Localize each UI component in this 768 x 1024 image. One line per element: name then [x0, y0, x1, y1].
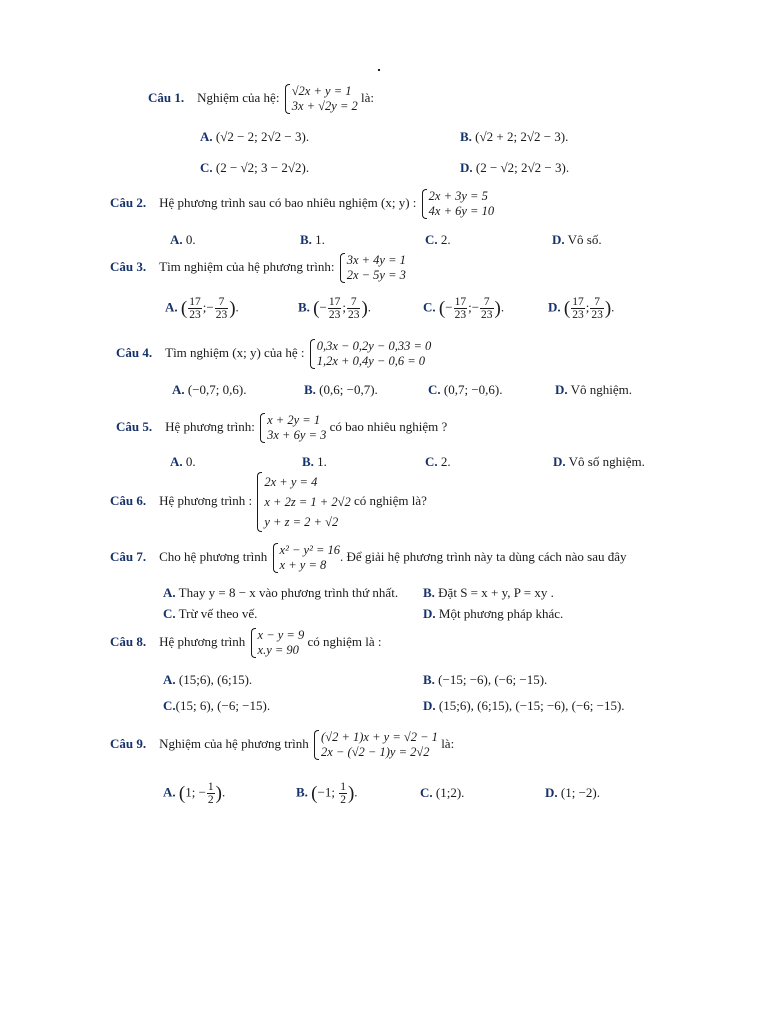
question-label: Câu 3.	[110, 258, 147, 274]
question-label: Câu 5.	[116, 418, 153, 434]
question-6: Câu 6. Hệ phương trình : 2x + y = 4 x + 2z = 1 + 2√2 y + z = 2 + √2 có nghiệm là?	[110, 472, 427, 532]
option-d[interactable]: D. Một phương pháp khác.	[423, 606, 564, 621]
question-prompt: Hệ phương trình :	[159, 492, 253, 508]
question-7: Câu 7. Cho hệ phương trình x² − y² = 16 x + y = 8 . Để giải hệ phương trình này ta dùng cách nào sau đây	[110, 543, 627, 572]
option-b[interactable]: B. Đặt S = x + y, P = xy .	[423, 585, 554, 600]
question-label: Câu 6.	[110, 492, 147, 508]
option-d[interactable]: D. Vô số.	[552, 232, 602, 247]
question-prompt: Nghiệm của hệ phương trình	[159, 735, 309, 751]
fraction: $\frac{1}{2}$	[207, 781, 214, 806]
fraction: $\frac{7}{23}$	[481, 296, 493, 321]
option-d[interactable]: D. Vô nghiệm.	[555, 382, 633, 397]
equation-system: 0,3x − 0,2y − 0,33 = 0 1,2x + 0,4y − 0,6 = 0	[310, 339, 432, 369]
question-prompt: Hệ phương trình:	[165, 418, 255, 434]
option-c[interactable]: C. (2 − √2; 3 − 2√2).	[200, 160, 310, 175]
fraction: $\frac{7}{23}$	[347, 296, 360, 321]
question-prompt: Nghiệm của hệ:	[197, 89, 280, 105]
option-c[interactable]: C. 2.	[425, 232, 451, 247]
question-4	[116, 339, 431, 369]
option-a[interactable]: A. 0.	[170, 454, 196, 469]
option-d[interactable]: D. (2 − √2; 2√2 − 3).	[460, 160, 570, 175]
option-b[interactable]: B. (−15; −6), (−6; −15).	[423, 672, 548, 687]
option-b[interactable]: B. (− $\frac{17}{23}$ ; $\frac{7}{23}$ ).	[298, 296, 372, 321]
fraction: $\frac{17}{23}$	[328, 296, 341, 321]
option-c[interactable]: C. (1;2).	[420, 785, 465, 800]
question-2	[110, 189, 494, 219]
equation-system: √2x + y = 1 3x + √2y = 2	[285, 84, 358, 114]
option-a[interactable]: A. (−0,7; 0,6).	[172, 382, 247, 397]
equation-system: x + 2y = 1 3x + 6y = 3	[260, 413, 326, 443]
equation-system: x − y = 9 x.y = 90	[251, 628, 305, 658]
option-b[interactable]: B. (−1; $\frac{1}{2}$ ).	[296, 781, 358, 806]
option-d[interactable]: D. (1; −2).	[545, 785, 600, 800]
equation-system: (√2 + 1)x + y = √2 − 1 2x − (√2 − 1)y = 2√2	[314, 730, 438, 760]
question-prompt: Cho hệ phương trình	[159, 548, 268, 564]
question-label: Câu 1.	[148, 89, 185, 105]
option-a[interactable]: A. (1; − $\frac{1}{2}$ ).	[163, 781, 226, 806]
equation-system: 2x + 3y = 5 4x + 6y = 10	[422, 189, 494, 219]
option-b[interactable]: B. 1.	[300, 232, 325, 247]
question-label: Câu 7.	[110, 548, 147, 564]
option-a[interactable]: A. 0.	[170, 232, 196, 247]
option-c[interactable]: C.(15; 6), (−6; −15).	[163, 698, 271, 713]
question-9: Câu 9. Nghiệm của hệ phương trình (√2 + 1)x + y = √2 − 1 2x − (√2 − 1)y = 2√2 là:	[110, 730, 455, 759]
option-d[interactable]: D. (15;6), (6;15), (−15; −6), (−6; −15).	[423, 698, 625, 713]
equation-system: 2x + y = 4 x + 2z = 1 + 2√2 y + z = 2 + √2	[257, 472, 350, 532]
option-c[interactable]: C. (0,7; −0,6).	[428, 382, 503, 397]
question-8: Câu 8. Hệ phương trình x − y = 9 x.y = 90 có nghiệm là :	[110, 628, 382, 657]
question-label: Câu 2.	[110, 194, 147, 210]
fraction: $\frac{7}{23}$	[591, 296, 603, 321]
question-1: Câu 1. Nghiệm của hệ: √2x + y = 1 3x + √2y = 2 là:	[148, 84, 375, 113]
option-b[interactable]: B. 1.	[302, 454, 327, 469]
option-b[interactable]: B. (0,6; −0,7).	[304, 382, 378, 397]
stray-dot	[378, 69, 380, 71]
option-c[interactable]: C. Trừ vế theo vế.	[163, 606, 258, 621]
question-prompt: Tìm nghiệm (x; y) của hệ :	[165, 344, 305, 360]
fraction: $\frac{7}{23}$	[215, 296, 228, 321]
question-prompt: Hệ phương trình	[159, 633, 246, 649]
option-c[interactable]: C. 2.	[425, 454, 451, 469]
question-label: Câu 9.	[110, 735, 147, 751]
fraction: $\frac{17}{23}$	[454, 296, 467, 321]
question-5: Câu 5. Hệ phương trình: x + 2y = 1 3x + 6y = 3 có bao nhiêu nghiệm ?	[116, 413, 448, 442]
option-c[interactable]: C. (− $\frac{17}{23}$ ;− $\frac{7}{23}$ ).	[423, 296, 505, 321]
option-a[interactable]: A. (15;6), (6;15).	[163, 672, 253, 687]
fraction: $\frac{17}{23}$	[572, 296, 584, 321]
question-prompt: Tìm nghiệm của hệ phương trình:	[159, 258, 335, 274]
option-b[interactable]: B. (√2 + 2; 2√2 − 3).	[460, 129, 569, 144]
option-d[interactable]: D. ( $\frac{17}{23}$ ; $\frac{7}{23}$ ).	[548, 296, 615, 321]
option-a[interactable]: A. ( $\frac{17}{23}$ ;− $\frac{7}{23}$ ).	[165, 296, 239, 321]
equation-system: x² − y² = 16 x + y = 8	[273, 543, 340, 573]
question-3	[110, 253, 406, 283]
question-label: Câu 4.	[116, 344, 153, 360]
question-prompt: Hệ phương trình sau có bao nhiêu nghiệm (x; y) :	[159, 194, 417, 210]
option-a[interactable]: A. Thay y = 8 − x vào phương trình thứ nhất.	[163, 585, 399, 600]
option-a[interactable]: A. (√2 − 2; 2√2 − 3).	[200, 129, 310, 144]
fraction: $\frac{1}{2}$	[340, 781, 346, 806]
question-label: Câu 8.	[110, 633, 147, 649]
option-d[interactable]: D. Vô số nghiệm.	[553, 454, 645, 469]
equation-system: 3x + 4y = 1 2x − 5y = 3	[340, 253, 406, 283]
fraction: $\frac{17}{23}$	[189, 296, 201, 321]
